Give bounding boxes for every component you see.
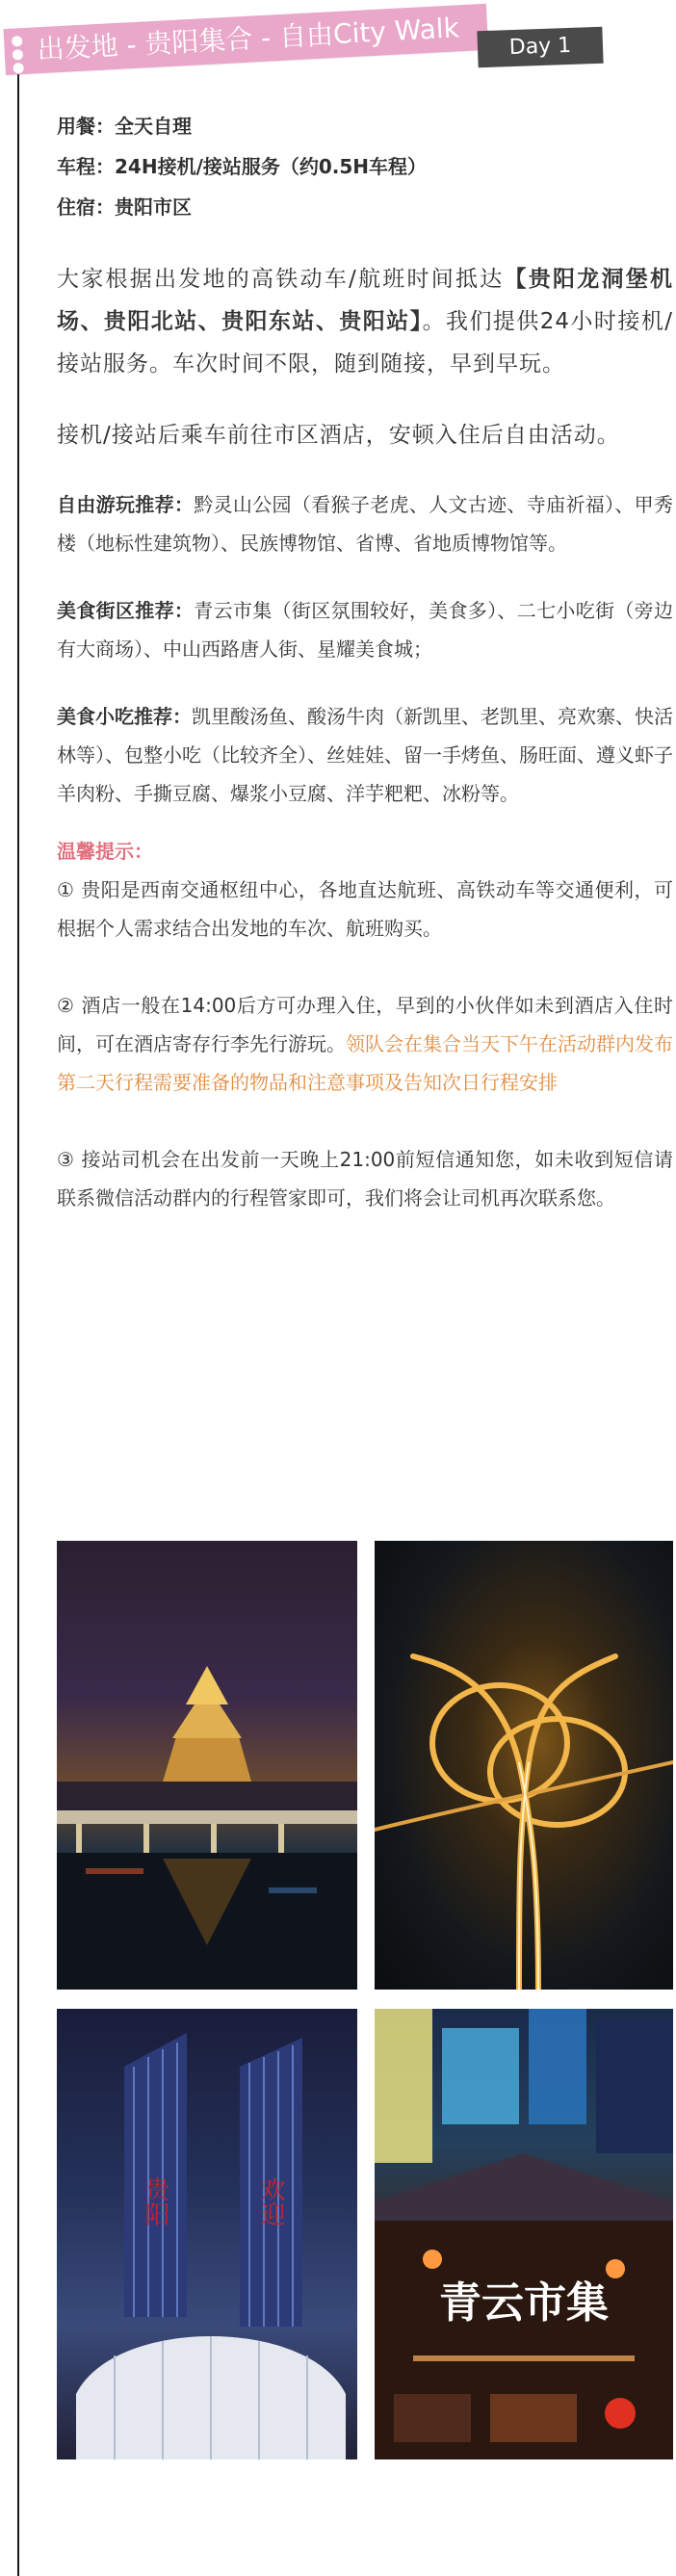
jiaxiu-tower-night-photo <box>57 1541 357 1990</box>
qingyun-market-night-photo <box>375 2009 673 2459</box>
twin-towers-night-photo <box>57 2009 357 2459</box>
day-header <box>0 12 676 85</box>
svg-text:欢迎: 欢迎 <box>256 2176 285 2226</box>
stations-highlight: 【贵阳龙洞堡机场、贵阳北站、贵阳东站、贵阳站】 <box>57 267 673 334</box>
meta-list <box>57 106 673 227</box>
tip-2-highlight: 领队会在集合当天下午在活动群内发布第二天行程需要准备的物品和注意事项及告知次日行程安排 <box>57 1032 673 1094</box>
left-vertical-line <box>17 67 19 2576</box>
highway-interchange-night-photo <box>375 1541 673 1990</box>
meta-transport: 车程：24H接机/接站服务（约0.5H车程） <box>57 155 428 178</box>
banner-title: 出发地 - 贵阳集合 - 自由City Walk <box>36 12 460 66</box>
tip-1: ① 贵阳是西南交通枢纽中心，各地直达航班、高铁动车等交通便利，可根据个人需求结合出发地的车次、航班购买。 <box>57 878 673 940</box>
tips-title: 温馨提示： <box>57 840 153 863</box>
tip-3: ③ 接站司机会在出发前一天晚上21:00前短信通知您，如未收到短信请联系微信活动群内的行程管家即可，我们将会让司机再次联系您。 <box>57 1148 673 1210</box>
itinerary-content <box>57 106 673 1217</box>
title-banner <box>3 4 488 75</box>
svg-text:贵阳: 贵阳 <box>141 2176 169 2226</box>
intro2-paragraph: 接机/接站后乘车前往市区酒店，安顿入住后自由活动。 <box>57 423 620 448</box>
meta-lodging: 住宿：贵阳市区 <box>57 195 192 219</box>
intro-paragraph: 大家根据出发地的高铁动车/航班时间抵达【贵阳龙洞堡机场、贵阳北站、贵阳东站、贵阳站】。我们提供24小时接机/接站服务。车次时间不限，随到随接，早到早玩。 <box>57 267 674 377</box>
banner-dots-decoration <box>12 36 25 71</box>
recommend-snacks: 美食小吃推荐：凯里酸汤鱼、酸汤牛肉（新凯里、老凯里、亮欢寨、快活林等）、包整小吃（比较齐全）、丝娃娃、留一手烤鱼、肠旺面、遵义虾子羊肉粉、手撕豆腐、爆浆小豆腐、洋芋粑粑、冰粉等。 <box>57 705 673 805</box>
recommend-food-street: 美食街区推荐：青云市集（街区氛围较好，美食多）、二七小吃街（旁边有大商场）、中山西路唐人街、星耀美食城； <box>57 599 674 661</box>
meta-meal: 用餐：全天自理 <box>57 115 192 138</box>
day-tag: Day 1 <box>477 27 603 68</box>
svg-text:青云市集: 青云市集 <box>439 2278 609 2328</box>
recommend-sights: 自由游玩推荐：黔灵山公园（看猴子老虎、人文古迹、寺庙祈福）、甲秀楼（地标性建筑物）、民族博物馆、省博、省地质博物馆等。 <box>57 493 674 555</box>
tip-2: ② 酒店一般在14:00后方可办理入住，早到的小伙伴如未到酒店入住时间，可在酒店寄存行李先行游玩。领队会在集合当天下午在活动群内发布第二天行程需要准备的物品和注意事项及告知次日行程安排 <box>57 994 673 1094</box>
